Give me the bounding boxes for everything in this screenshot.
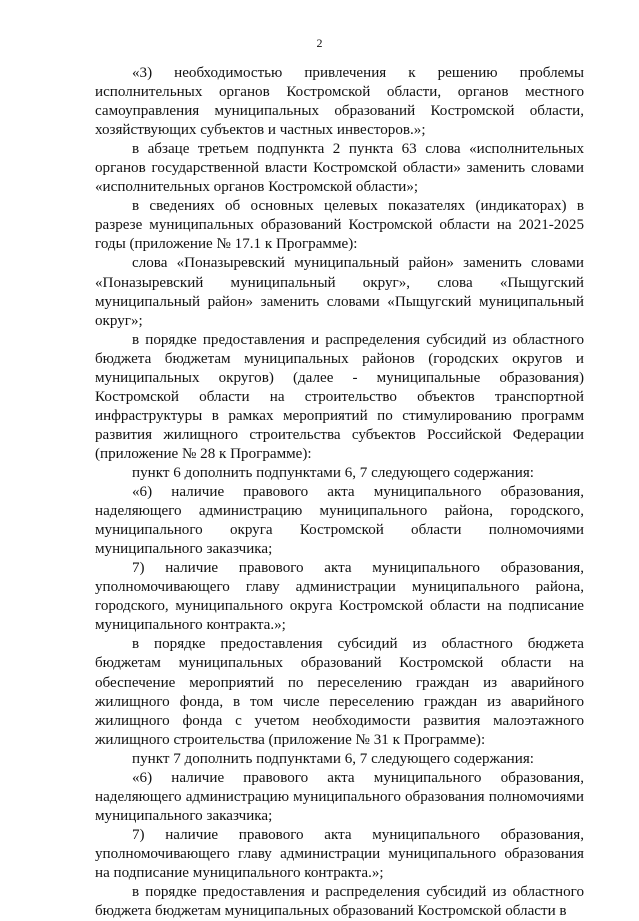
paragraph: в абзаце третьем подпункта 2 пункта 63 слова «исполнительных органов государственной власти Костромской области» заменить словами «исполнительных органов Костромской области»; [95,141,584,196]
paragraph: 7) наличие правового акта муниципального образования, уполномочивающего главу администрации муниципального образования на подписание муниципального контракта.»; [95,826,584,881]
paragraph: «6) наличие правового акта муниципального образования, наделяющего администрацию муниципального образования полномочиями муниципального заказчика; [95,769,584,824]
paragraph: пункт 7 дополнить подпунктами 6, 7 следующего содержания: [132,750,534,767]
page-number: 2 [316,36,323,50]
paragraph: слова «Поназыревский муниципальный район» заменить словами «Поназыревский муниципальный округ», слова «Пыщугский муниципальный район» заменить словами «Пыщугский муниципальный округ»; [95,255,584,329]
paragraph: «3) необходимостью привлечения к решению проблемы исполнительных органов Костромской области, органов местного самоуправления муниципальных образований Костромской области, хозяйствующих субъектов и частных инвесторов.»; [95,65,584,139]
paragraph: в порядке предоставления и распределения субсидий из областного бюджета бюджетам муниципальных образований Костромской области в [95,884,584,920]
paragraph: в сведениях об основных целевых показателях (индикаторах) в разрезе муниципальных образований Костромской области на 2021-2025 годы (приложение № 17.1 к Программе): [95,198,584,253]
paragraph: в порядке предоставления субсидий из областного бюджета бюджетам муниципальных образований Костромской области на обеспечение мероприятий по переселению граждан из аварийного жилищного фонда, в том числе переселению граждан из аварийного жилищного фонда с учетом необходимости развития малоэтажного жилищного строительства (приложение № 31 к Программе): [95,636,584,748]
paragraph: «6) наличие правового акта муниципального образования, наделяющего администрацию муниципального района, городского, муниципального округа Костромской области полномочиями муниципального заказчика; [95,484,584,558]
paragraph: 7) наличие правового акта муниципального образования, уполномочивающего главу администрации муниципального района, городского, муниципального округа Костромской области на подписание муниципального контракта.»; [95,560,584,634]
paragraph: пункт 6 дополнить подпунктами 6, 7 следующего содержания: [132,464,534,481]
document-body [95,64,584,921]
paragraph: в порядке предоставления и распределения субсидий из областного бюджета бюджетам муниципальных районов (городских округов и муниципальных округов) (далее - муниципальные образования) Костромской области на строительство объектов транспортной инфраструктуры в рамках мероприятий по стимулированию программ развития жилищного строительства субъектов Российской Федерации (приложение № 28 к Программе): [95,331,584,462]
